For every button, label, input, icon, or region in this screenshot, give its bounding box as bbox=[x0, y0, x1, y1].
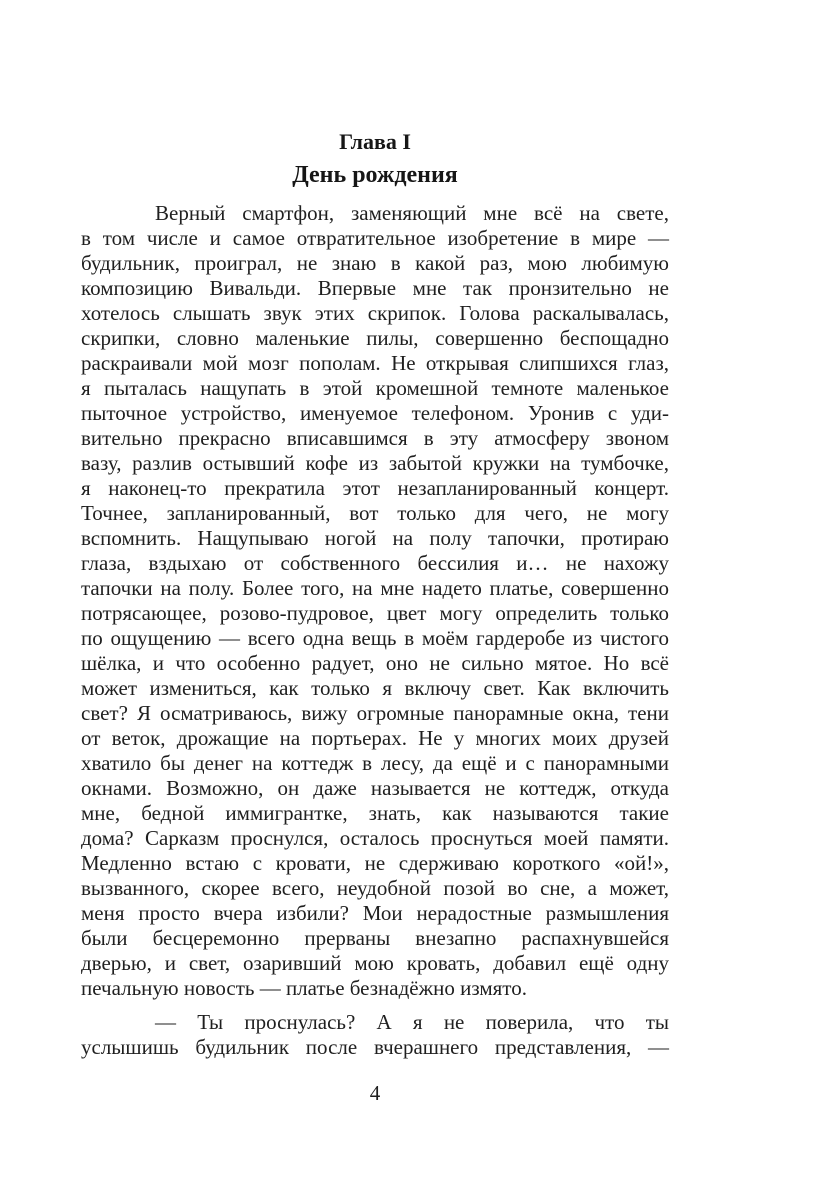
page-number: 4 bbox=[369, 1081, 381, 1105]
chapter-title: День рождения bbox=[292, 162, 458, 188]
text-line: печальную новость — платье безнадёжно измято. bbox=[81, 976, 527, 1000]
paragraph bbox=[81, 201, 669, 1001]
text-line: вызванного, скорее всего, неудобной позой во сне, а может, bbox=[81, 876, 669, 900]
text-line: мне, бедной иммигрантке, знать, как называются такие bbox=[81, 801, 669, 825]
chapter-heading: Глава I bbox=[339, 129, 411, 154]
text-line: Точнее, запланированный, вот только для чего, не могу bbox=[81, 501, 669, 525]
text-line: услышишь будильник после вчерашнего представления, — bbox=[81, 1035, 669, 1059]
text-line: потрясающее, розово-пудровое, цвет могу определить только bbox=[81, 601, 669, 625]
text-line: дверью, и свет, озаривший мою кровать, добавил ещё одну bbox=[81, 951, 669, 975]
text-line: хватило бы денег на коттедж в лесу, да ещё и с панорамными bbox=[81, 751, 669, 775]
text-line: я наконец-то прекратила этот незапланированный концерт. bbox=[81, 476, 669, 500]
text-line: раскраивали мой мозг пополам. Не открывая слипшихся глаз, bbox=[81, 351, 669, 375]
paragraph bbox=[81, 1010, 669, 1060]
text-line: я пыталась нащупать в этой кромешной темноте маленькое bbox=[81, 376, 669, 400]
text-line: по ощущению — всего одна вещь в моём гардеробе из чистого bbox=[81, 626, 669, 650]
text-line: хотелось слышать звук этих скрипок. Голова раскалывалась, bbox=[81, 301, 669, 325]
text-line: дома? Сарказм проснулся, осталось проснуться моей памяти. bbox=[81, 826, 669, 850]
text-line: Медленно встаю с кровати, не сдерживаю короткого «ой!», bbox=[81, 851, 669, 875]
body-text bbox=[81, 201, 669, 1060]
text-line: скрипки, словно маленькие пилы, совершенно беспощадно bbox=[81, 326, 669, 350]
text-line: Верный смартфон, заменяющий мне всё на свете, bbox=[155, 201, 669, 225]
text-line: вазу, разлив остывший кофе из забытой кружки на тумбочке, bbox=[81, 451, 669, 475]
text-line: окнами. Возможно, он даже называется не коттедж, откуда bbox=[81, 776, 669, 800]
text-line: пыточное устройство, именуемое телефоном. Уронив с уди- bbox=[81, 401, 669, 425]
text-line: глаза, вздыхаю от собственного бессилия и… не нахожу bbox=[81, 551, 669, 575]
text-line: меня просто вчера избили? Мои нерадостные размышления bbox=[81, 901, 669, 925]
text-line: — Ты проснулась? А я не поверила, что ты bbox=[155, 1010, 669, 1034]
text-line: может измениться, как только я включу свет. Как включить bbox=[81, 676, 669, 700]
text-line: были бесцеремонно прерваны внезапно распахнувшейся bbox=[81, 926, 669, 950]
text-line: от веток, дрожащие на портьерах. Не у многих моих друзей bbox=[81, 726, 669, 750]
text-line: композицию Вивальди. Впервые мне так пронзительно не bbox=[81, 276, 669, 300]
text-line: тапочки на полу. Более того, на мне надето платье, совершенно bbox=[81, 576, 669, 600]
text-line: вспомнить. Нащупываю ногой на полу тапочки, протираю bbox=[81, 526, 669, 550]
text-line: будильник, проиграл, не знаю в какой раз, мою любимую bbox=[81, 251, 669, 275]
text-line: свет? Я осматриваюсь, вижу огромные панорамные окна, тени bbox=[81, 701, 669, 725]
text-line: в том числе и самое отвратительное изобретение в мире — bbox=[81, 226, 669, 250]
text-line: шёлка, и что особенно радует, оно не сильно мятое. Но всё bbox=[81, 651, 669, 675]
text-line: вительно прекрасно вписавшимся в эту атмосферу звоном bbox=[81, 426, 669, 450]
